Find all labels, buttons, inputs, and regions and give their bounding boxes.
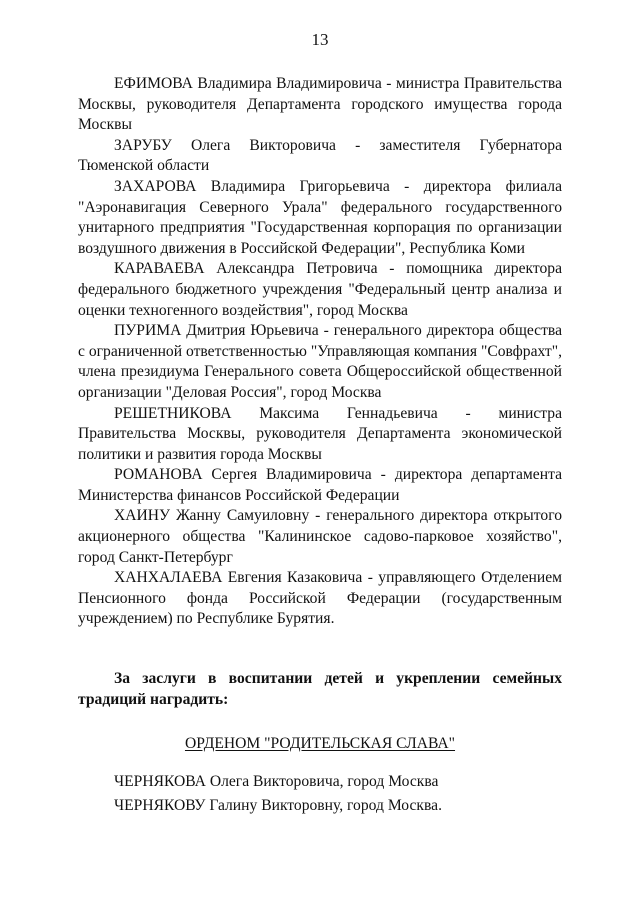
recipient-entry: ЕФИМОВА Владимира Владимировича - министра Правительства Москвы, руководителя Департамента городского имущества города Москвы (78, 75, 562, 134)
recipient-entry: ЗАРУБУ Олега Викторовича - заместителя Губернатора Тюменской области (78, 136, 562, 175)
recipient-entry: ХАНХАЛАЕВА Евгения Казаковича - управляющего Отделением Пенсионного фонда Российской Федерации (государственным учреждением) по Республике Бурятия. (78, 569, 562, 628)
awardee-entry: ЧЕРНЯКОВУ Галину Викторовну, город Москва. (114, 797, 442, 814)
recipient-entry: ЗАХАРОВА Владимира Григорьевича - директора филиала "Аэронавигация Северного Урала" федерального государственного унитарного предприятия "Государственная корпорация по организации воздушного движения в Российской Федерации", Республика Коми (78, 177, 562, 257)
section-heading: За заслуги в воспитании детей и укреплении семейных традиций наградить: (78, 670, 562, 708)
awardee-entry: ЧЕРНЯКОВА Олега Викторовича, город Москва (114, 773, 439, 790)
page-number: 13 (311, 30, 329, 49)
recipient-entry: РОМАНОВА Сергея Владимировича - директора департамента Министерства финансов Российской Федерации (78, 466, 562, 504)
order-title: ОРДЕНОМ "РОДИТЕЛЬСКАЯ СЛАВА" (184, 735, 456, 752)
order-awardees-list (114, 770, 442, 818)
recipient-entry: ПУРИМА Дмитрия Юрьевича - генерального директора общества с ограниченной ответственностью "Управляющая компания "Совфрахт", члена президиума Генерального совета Общероссийской общественной организации "Деловая Россия", город Москва (78, 322, 562, 401)
recipient-entry: ХАИНУ Жанну Самуиловну - генерального директора открытого акционерного общества "Калининское садово-парковое хозяйство", город Санкт-Петербург (78, 507, 562, 566)
recipient-entry: КАРАВАЕВА Александра Петровича - помощника директора федерального бюджетного учреждения "Федеральный центр анализа и оценки техногенного воздействия", город Москва (78, 260, 562, 319)
recipient-entry: РЕШЕТНИКОВА Максима Геннадьевича - министра Правительства Москвы, руководителя Департамента экономической политики и развития города Москвы (78, 404, 562, 463)
award-recipients-list (78, 74, 562, 630)
